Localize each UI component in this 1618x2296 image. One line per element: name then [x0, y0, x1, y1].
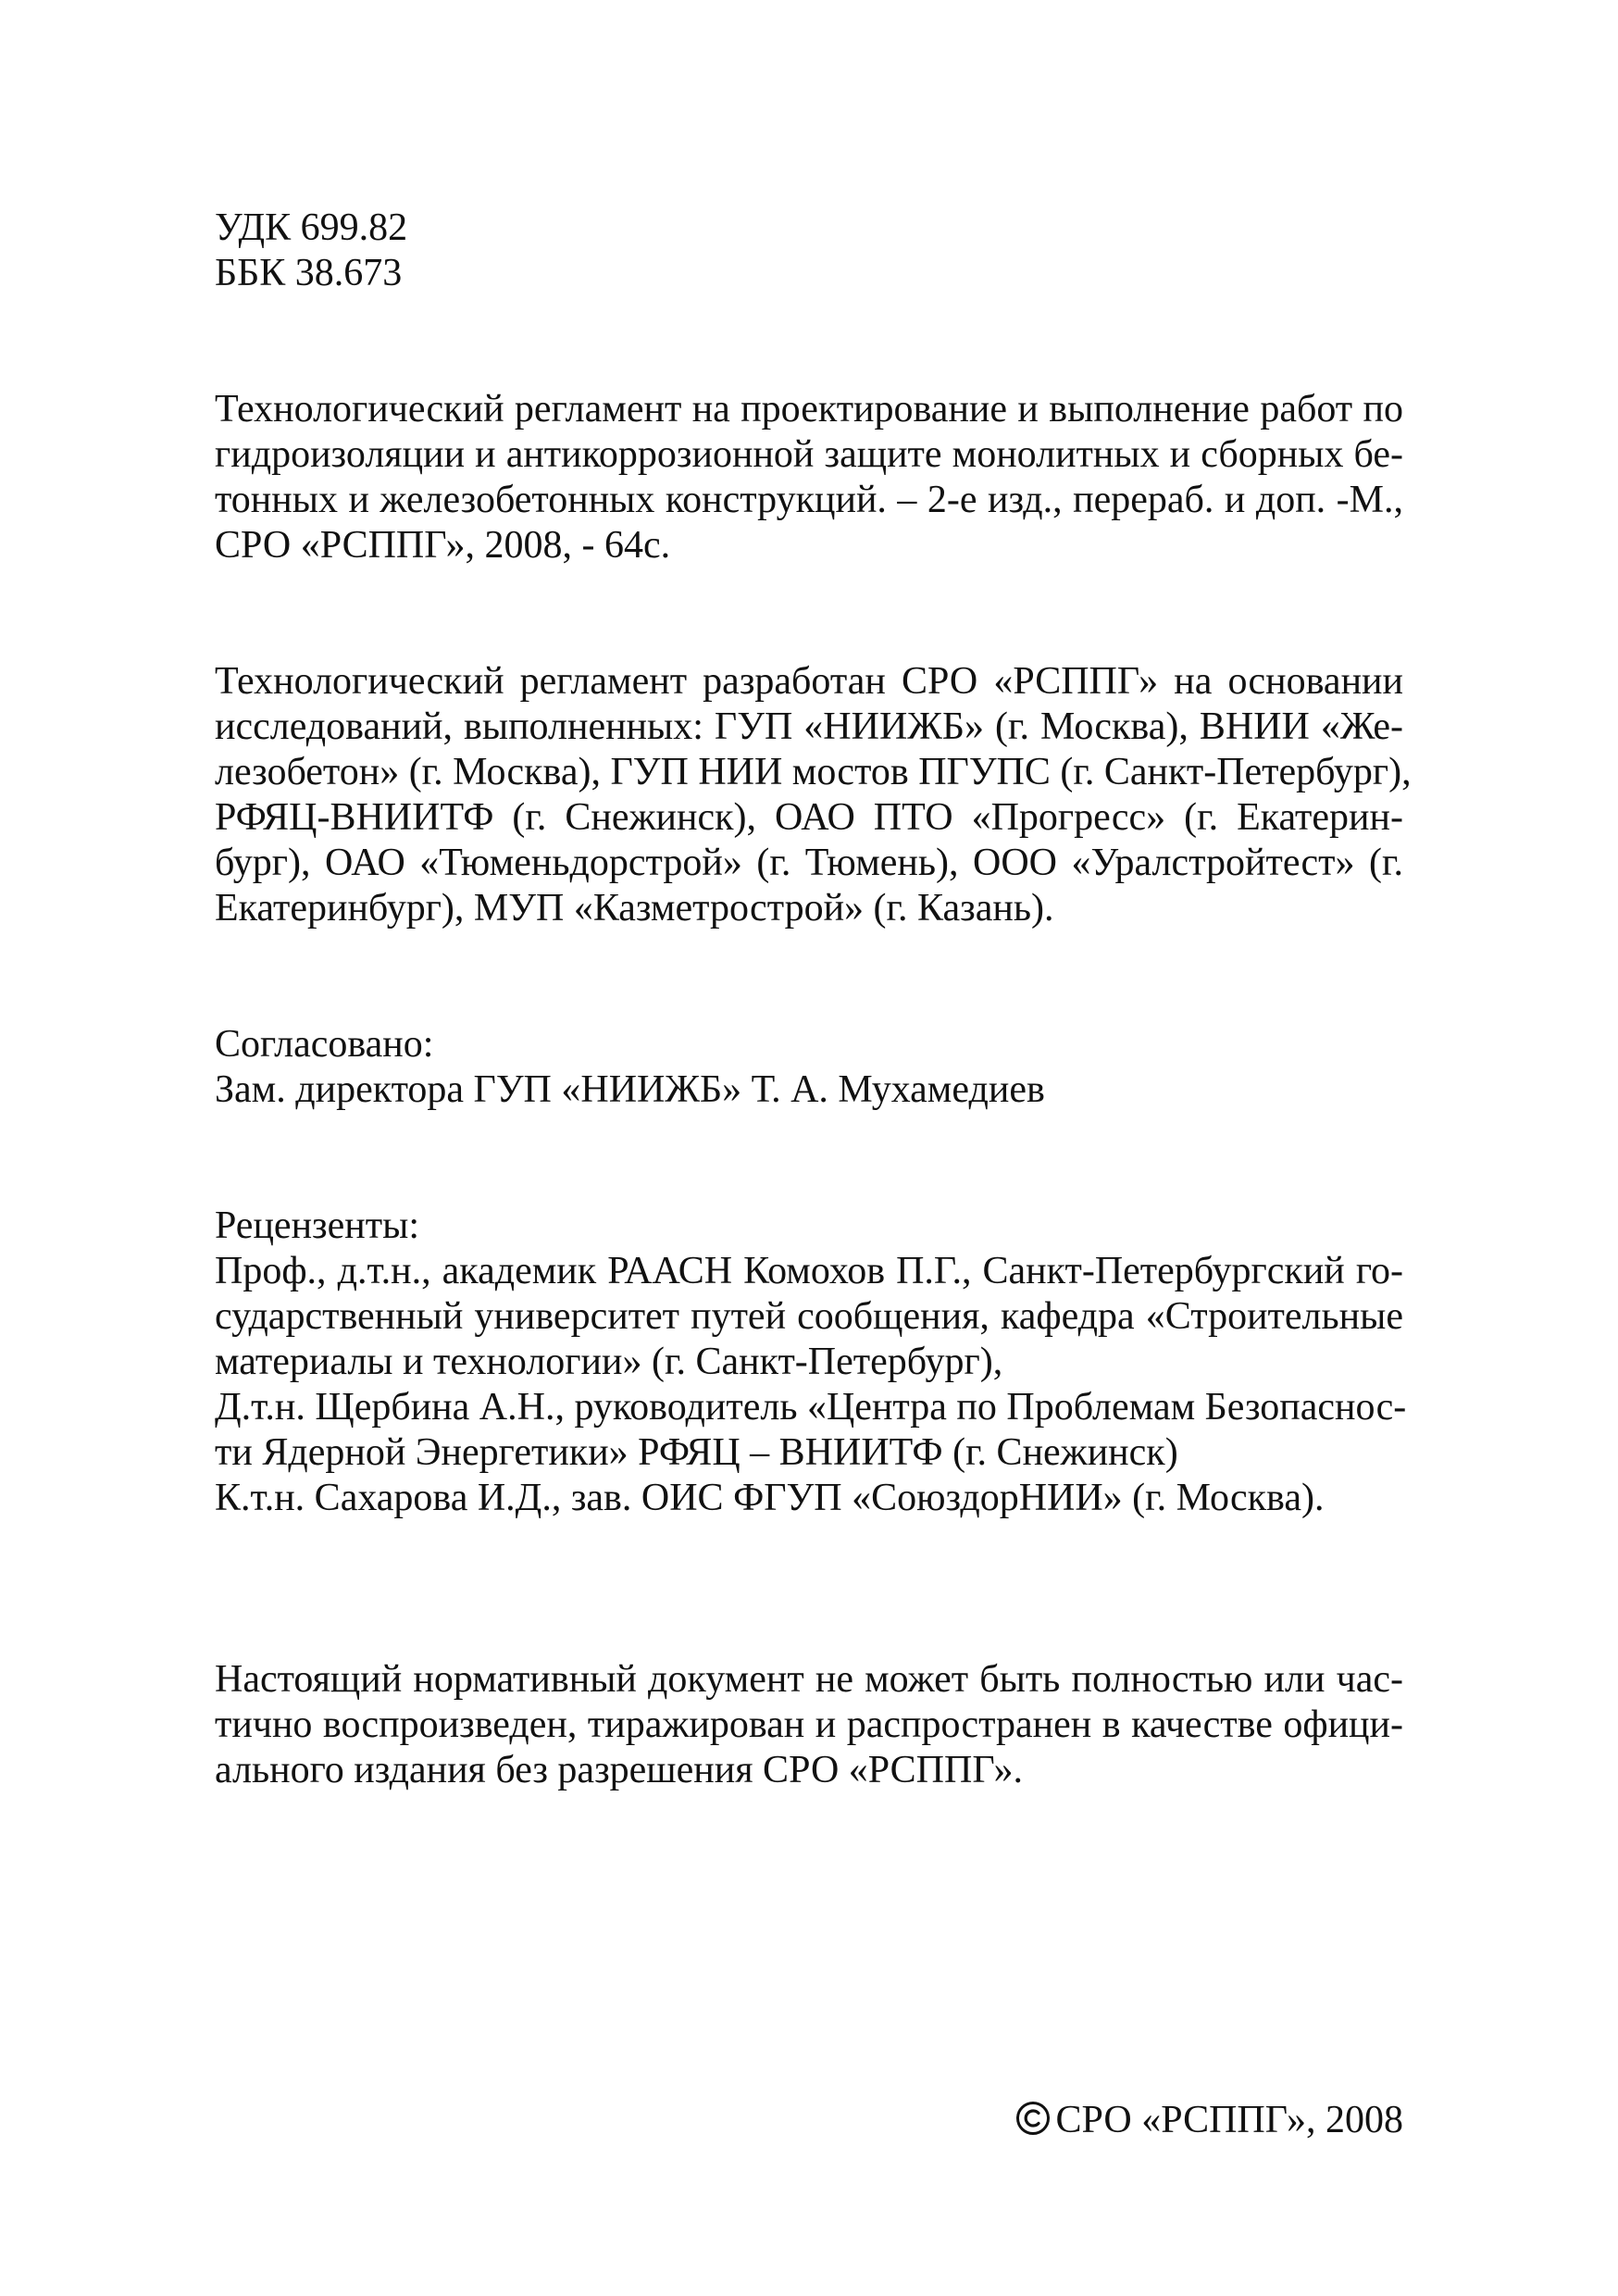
classification-codes — [215, 206, 1403, 296]
page-content — [215, 206, 1412, 1793]
udk-code: УДК 699.82 — [215, 206, 408, 249]
bibliographic-entry — [215, 387, 1403, 568]
reviewers-heading: Рецензенты: — [215, 1204, 419, 1247]
reviewer-line: материалы и технологии» (г. Санкт-Петербург), — [215, 1341, 1003, 1383]
copyright-notice — [1015, 2098, 1404, 2143]
reviewer-line: Д.т.н. Щербина А.Н., руководитель «Центра по Проблемам Безопаснос- — [215, 1386, 1407, 1429]
copyright-icon — [1015, 2101, 1051, 2136]
development-info — [215, 659, 1412, 931]
bibliographic-line: Технологический регламент на проектирование и выполнение работ по — [215, 388, 1403, 430]
copyright-text: СРО «РСППГ», 2008 — [1055, 2099, 1403, 2141]
legal-notice-line: ального издания без разрешения СРО «РСППГ». — [215, 1749, 1024, 1791]
development-line: Технологический регламент разработан СРО «РСППГ» на основании — [215, 660, 1403, 703]
bibliographic-line: СРО «РСППГ», 2008, - 64с. — [215, 524, 671, 567]
reviewers-section — [215, 1204, 1407, 1521]
development-line: исследований, выполненных: ГУП «НИИЖБ» (г. Москва), ВНИИ «Же- — [215, 705, 1403, 748]
legal-notice-line: Настоящий нормативный документ не может быть полностью или час- — [215, 1658, 1403, 1701]
reviewer-line: сударственный университет путей сообщения, кафедра «Строительные — [215, 1295, 1403, 1338]
legal-notice-line: тично воспроизведен, тиражирован и распространен в качестве офици- — [215, 1703, 1403, 1746]
approval-section — [215, 1022, 1403, 1113]
development-line: лезобетон» (г. Москва), ГУП НИИ мостов ПГУПС (г. Санкт-Петербург), — [215, 751, 1412, 793]
approval-text: Зам. директора ГУП «НИИЖБ» Т. А. Мухамедиев — [215, 1068, 1045, 1111]
bibliographic-line: гидроизоляции и антикоррозионной защите монолитных и сборных бе- — [215, 433, 1403, 476]
reviewer-line: Проф., д.т.н., академик РААСН Комохов П.Г., Санкт-Петербургский го- — [215, 1250, 1403, 1292]
reviewer-line: К.т.н. Сахарова И.Д., зав. ОИС ФГУП «СоюздорНИИ» (г. Москва). — [215, 1477, 1325, 1519]
development-line: Екатеринбург), МУП «Казметрострой» (г. Казань). — [215, 887, 1054, 930]
legal-notice — [215, 1657, 1403, 1793]
development-line: бург), ОАО «Тюменьдорстрой» (г. Тюмень), ООО «Уралстройтест» (г. — [215, 842, 1403, 884]
bibliographic-line: тонных и железобетонных конструкций. – 2-е изд., перераб. и доп. -М., — [215, 479, 1403, 521]
bbk-code: ББК 38.673 — [215, 252, 403, 294]
development-line: РФЯЦ-ВНИИТФ (г. Снежинск), ОАО ПТО «Прогресс» (г. Екатерин- — [215, 796, 1403, 839]
approval-heading: Согласовано: — [215, 1023, 434, 1066]
reviewer-line: ти Ядерной Энергетики» РФЯЦ – ВНИИТФ (г. Снежинск) — [215, 1431, 1178, 1474]
